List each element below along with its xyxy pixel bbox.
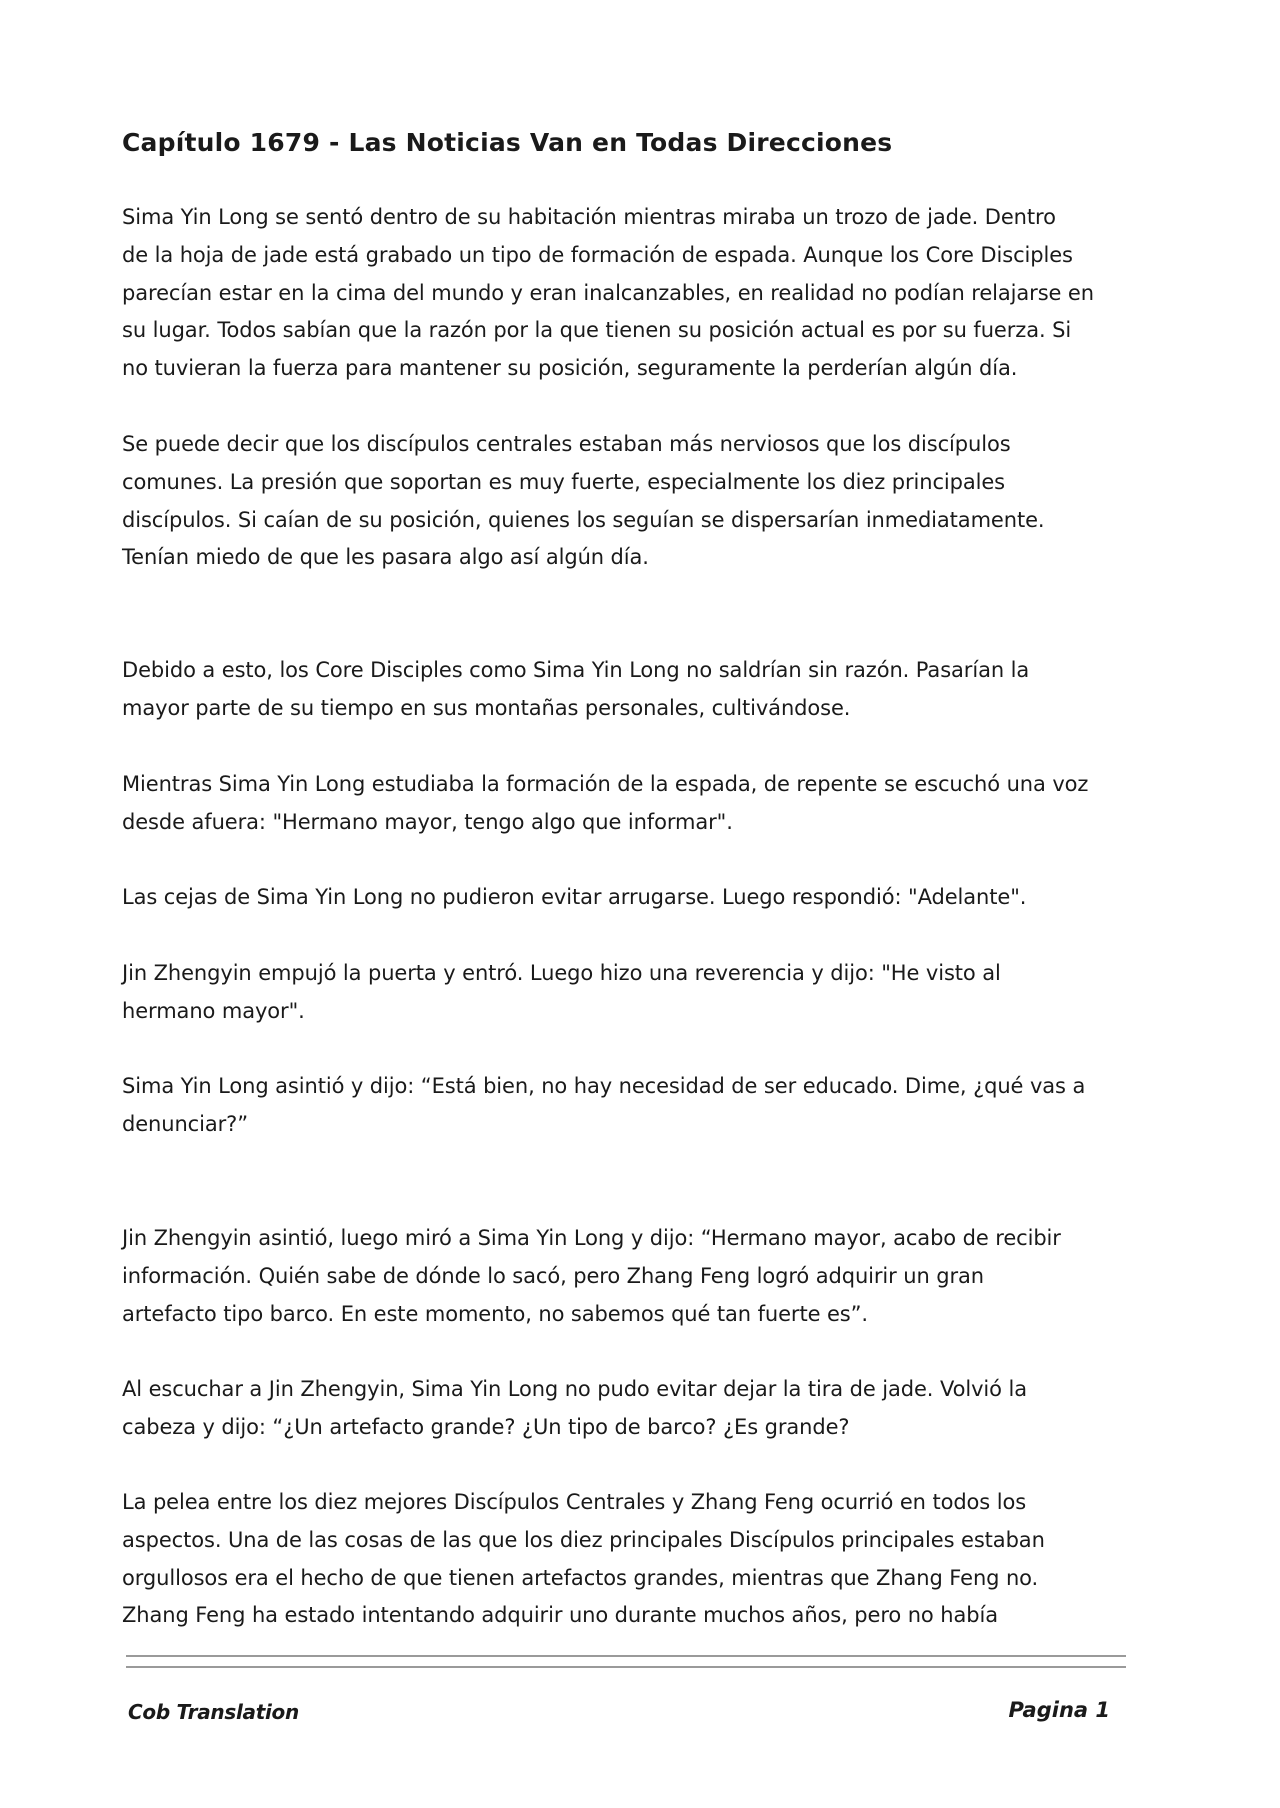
paragraph: Mientras Sima Yin Long estudiaba la formación de la espada, de repente se escuchó una voz desde afuera: "Hermano mayor, tengo algo que informar". xyxy=(122,772,1089,834)
footer-divider-bottom xyxy=(126,1666,1126,1668)
paragraph: Al escuchar a Jin Zhengyin, Sima Yin Long no pudo evitar dejar la tira de jade. Volvió la cabeza y dijo: “¿Un artefacto grande? ¿Un tipo de barco? ¿Es grande? xyxy=(122,1377,1027,1439)
paragraph: Sima Yin Long asintió y dijo: “Está bien, no hay necesidad de ser educado. Dime, ¿qué vas a denunciar?” xyxy=(122,1074,1086,1136)
paragraph: Jin Zhengyin asintió, luego miró a Sima Yin Long y dijo: “Hermano mayor, acabo de recibir información. Quién sabe de dónde lo sacó, pero Zhang Feng logró adquirir un gran artefacto tipo barco. En este momento, no sabemos qué tan fuerte es”. xyxy=(122,1226,1061,1326)
paragraph: Debido a esto, los Core Disciples como Sima Yin Long no saldrían sin razón. Pasarían la mayor parte de su tiempo en sus montañas personales, cultivándose. xyxy=(122,658,1030,720)
paragraph: Las cejas de Sima Yin Long no pudieron evitar arrugarse. Luego respondió: "Adelante". xyxy=(122,885,1027,909)
footer-divider-top xyxy=(126,1655,1126,1657)
paragraph: Jin Zhengyin empujó la puerta y entró. Luego hizo una reverencia y dijo: "He visto al hermano mayor". xyxy=(122,961,1001,1023)
footer-page-number: Pagina 1 xyxy=(1008,1698,1110,1722)
footer-publisher: Cob Translation xyxy=(128,1700,299,1724)
paragraph: Sima Yin Long se sentó dentro de su habitación mientras miraba un trozo de jade. Dentro de la hoja de jade está grabado un tipo de formación de espada. Aunque los Core Disciples parecían estar en la cima del mundo y eran inalcanzables, en realidad no podían relajarse en su lugar. Todos sabían que la razón por la que tienen su posición actual es por su fuerza. Si no tuvieran la fuerza para mantener su posición, seguramente la perderían algún día. xyxy=(122,205,1094,381)
paragraph: La pelea entre los diez mejores Discípulos Centrales y Zhang Feng ocurrió en todos los aspectos. Una de las cosas de las que los diez principales Discípulos principales estaban orgullosos era el hecho de que tienen artefactos grandes, mientras que Zhang Feng no. Zhang Feng ha estado intentando adquirir uno durante muchos años, pero no había xyxy=(122,1490,1045,1628)
chapter-title: Capítulo 1679 - Las Noticias Van en Todas Direcciones xyxy=(122,128,893,157)
paragraph: Se puede decir que los discípulos centrales estaban más nerviosos que los discípulos comunes. La presión que soportan es muy fuerte, especialmente los diez principales discípulos. Si caían de su posición, quienes los seguían se dispersarían inmediatamente. Tenían miedo de que les pasara algo así algún día. xyxy=(122,432,1045,570)
